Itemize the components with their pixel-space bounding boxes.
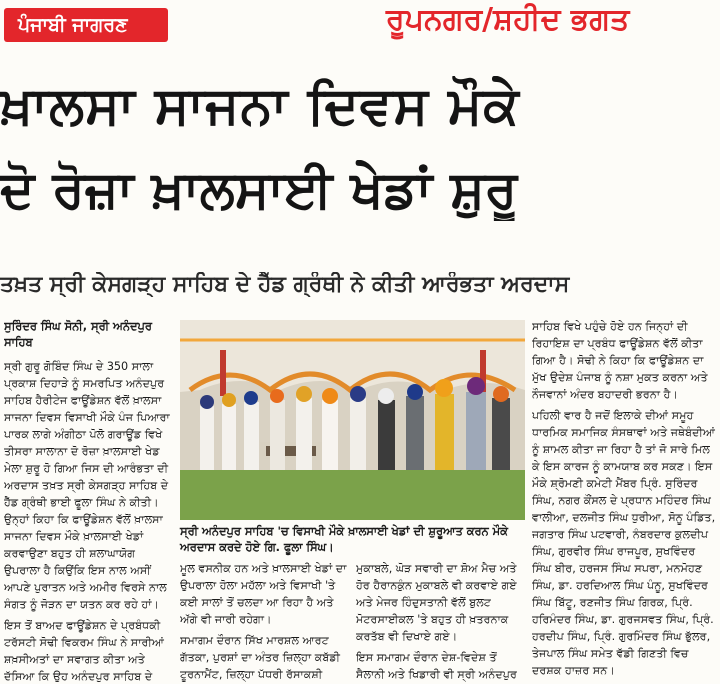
article-column-3	[356, 560, 524, 684]
article-column-2	[180, 560, 347, 684]
headline-line-2: ਦੋ ਰੋਜ਼ਾ ਖ਼ਾਲਸਾਈ ਖੇਡਾਂ ਸ਼ੁਰੂ	[0, 160, 518, 220]
article-paragraph: ਮੂਲ ਵਸਨੀਕ ਹਨ ਅਤੇ ਖ਼ਾਲਸਾਈ ਖੇਡਾਂ ਦਾ ਉਪਰਾਲਾ ਹੋਲਾ ਮਹੱਲਾ ਅਤੇ ਵਿਸਾਖੀ 'ਤੇ ਕਈ ਸਾਲਾਂ ਤੋਂ ਚਲਦਾ ਆ ਰਿਹਾ ਹੈ ਅਤੇ ਅੱਗੇ ਵੀ ਜਾਰੀ ਰਹੇਗਾ।	[180, 562, 347, 626]
article-column-4	[532, 318, 718, 684]
subheadline: ਤਖ਼ਤ ਸ੍ਰੀ ਕੇਸਗੜ੍ਹ ਸਾਹਿਬ ਦੇ ਹੈੱਡ ਗ੍ਰੰਥੀ ਨੇ ਕੀਤੀ ਆਰੰਭਤਾ ਅਰਦਾਸ	[0, 272, 570, 297]
news-photo	[180, 320, 525, 520]
photo-caption: ਸ੍ਰੀ ਅਨੰਦਪੁਰ ਸਾਹਿਬ 'ਚ ਵਿਸਾਖੀ ਮੌਕੇ ਖ਼ਾਲਸਾਈ ਖੇਡਾਂ ਦੀ ਸ਼ੁਰੂਆਤ ਕਰਨ ਮੌਕੇ ਅਰਦਾਸ ਕਰਦੇ ਹੋਏ ਗਿ. ਫੂਲਾ ਸਿੰਘ।	[180, 524, 508, 554]
article-paragraph: ਇਸ ਤੋਂ ਬਾਅਦ ਫਾਊਂਡੇਸ਼ਨ ਦੇ ਪ੍ਰਬੰਧਕੀ ਟਰੱਸਟੀ ਸੋਢੀ ਵਿਕਰਮ ਸਿੰਘ ਨੇ ਸਾਰੀਆਂ ਸ਼ਖ਼ਸੀਅਤਾਂ ਦਾ ਸਵਾਗਤ ਕੀਤਾ ਅਤੇ ਦੱਸਿਆ ਕਿ ਉਹ ਅਨੰਦਪੁਰ ਸਾਹਿਬ ਦੇ	[4, 619, 165, 683]
event-photo-illustration	[180, 320, 525, 520]
article-paragraph: ਸ੍ਰੀ ਗੁਰੂ ਗੋਬਿੰਦ ਸਿੰਘ ਦੇ 350 ਸਾਲਾ ਪ੍ਰਕਾਸ਼ ਦਿਹਾੜੇ ਨੂੰ ਸਮਰਪਿਤ ਅਨੰਦਪੁਰ ਸਾਹਿਬ ਹੈਰੀਟੇਜ ਫਾਊਂਡੇਸ਼ਨ ਵੱਲੋਂ ਖ਼ਾਲਸਾ ਸਾਜਨਾ ਦਿਵਸ ਵਿਸਾਖੀ ਮੌਕੇ ਪੰਜ ਪਿਆਰਾ ਪਾਰਕ ਲਾਗੇ ਅੰਗੀਠਾ ਪੋਲੋ ਗਰਾਊਂਡ ਵਿਖੇ ਤੀਸਰਾ ਸਾਲਾਨਾ ਦੋ ਰੋਜ਼ਾ ਖ਼ਾਲਸਾਈ ਖੇਡ ਮੇਲਾ ਸ਼ੁਰੂ ਹੋ ਗਿਆ ਜਿਸ ਦੀ ਆਰੰਭਤਾ ਦੀ ਅਰਦਾਸ ਤਖ਼ਤ ਸ੍ਰੀ ਕੇਸਗੜ੍ਹ ਸਾਹਿਬ ਦੇ ਹੈੱਡ ਗ੍ਰੰਥੀ ਭਾਈ ਫੂਲਾ ਸਿੰਘ ਨੇ ਕੀਤੀ। ਉਨ੍ਹਾਂ ਕਿਹਾ ਕਿ ਫਾਊਂਡੇਸ਼ਨ ਵੱਲੋਂ ਖ਼ਾਲਸਾ ਸਾਜਨਾ ਦਿਵਸ ਮੌਕੇ ਖ਼ਾਲਸਾਈ ਖੇਡਾਂ ਕਰਵਾਉਣਾ ਬਹੁਤ ਹੀ ਸ਼ਲਾਘਾਯੋਗ ਉਪਰਾਲਾ ਹੈ ਕਿਉਂਕਿ ਇਸ ਨਾਲ ਅਸੀਂ ਆਪਣੇ ਪੁਰਾਤਨ ਅਤੇ ਅਮੀਰ ਵਿਰਸੇ ਨਾਲ ਸੰਗਤ ਨੂੰ ਜੋੜਨ ਦਾ ਯਤਨ ਕਰ ਰਹੇ ਹਾਂ।	[4, 360, 170, 611]
page-region-title: ਰੂਪਨਗਰ/ਸ਼ਹੀਦ ਭਗਤ	[386, 2, 630, 37]
article-paragraph: ਸਾਹਿਬ ਵਿਖੇ ਪਹੁੰਚੇ ਹੋਏ ਹਨ ਜਿਨ੍ਹਾਂ ਦੀ ਰਿਹਾਇਸ਼ ਦਾ ਪ੍ਰਬੰਧ ਫਾਊਂਡੇਸ਼ਨ ਵੱਲੋਂ ਕੀਤਾ ਗਿਆ ਹੈ। ਸੋਢੀ ਨੇ ਕਿਹਾ ਕਿ ਫਾਊਂਡੇਸ਼ਨ ਦਾ ਮੁੱਖ ਉਦੇਸ਼ ਪੰਜਾਬ ਨੂੰ ਨਸ਼ਾ ਮੁਕਤ ਕਰਨਾ ਅਤੇ ਨੌਜਵਾਨਾਂ ਅੰਦਰ ਬਹਾਦਰੀ ਭਰਨਾ ਹੈ।	[532, 320, 708, 401]
newspaper-logo: ਪੰਜਾਬੀ ਜਾਗਰਣ	[4, 8, 168, 42]
headline-line-1: ਖ਼ਾਲਸਾ ਸਾਜਨਾ ਦਿਵਸ ਮੌਕੇ	[0, 76, 520, 136]
article-paragraph: ਇਸ ਸਮਾਗਮ ਦੌਰਾਨ ਦੇਸ਼-ਵਿਦੇਸ਼ ਤੋਂ ਸੈਲਾਨੀ ਅਤੇ ਖਿਡਾਰੀ ਵੀ ਸ੍ਰੀ ਅਨੰਦਪੁਰ	[356, 651, 517, 681]
article-paragraph: ਸਮਾਗਮ ਦੌਰਾਨ ਸਿੱਖ ਮਾਰਸ਼ਲ ਆਰਟ ਗੱਤਕਾ, ਪੁਰਸ਼ਾਂ ਦਾ ਅੰਤਰ ਜ਼ਿਲ੍ਹਾ ਕਬੱਡੀ ਟੂਰਨਾਮੈਂਟ, ਜ਼ਿਲ੍ਹਾ ਪੱਧਰੀ ਰੱਸਾਕਸ਼ੀ	[180, 634, 340, 681]
article-paragraph: ਪਹਿਲੀ ਵਾਰ ਹੈ ਜਦੋਂ ਇਲਾਕੇ ਦੀਆਂ ਸਮੂਹ ਧਾਰਮਿਕ ਸਮਾਜਿਕ ਸੰਸਥਾਵਾਂ ਅਤੇ ਜਥੇਬੰਦੀਆਂ ਨੂੰ ਸ਼ਾਮਲ ਕੀਤਾ ਜਾ ਰਿਹਾ ਹੈ ਤਾਂ ਜੋ ਸਾਰੇ ਮਿਲ ਕੇ ਇਸ ਕਾਰਜ ਨੂੰ ਕਾਮਯਾਬ ਕਰ ਸਕਣ। ਇਸ ਮੌਕੇ ਸ਼੍ਰੋਮਣੀ ਕਮੇਟੀ ਮੈਂਬਰ ਪ੍ਰਿੰ. ਸੁਰਿੰਦਰ ਸਿੰਘ, ਨਗਰ ਕੌਂਸਲ ਦੇ ਪ੍ਰਧਾਨ ਮਹਿੰਦਰ ਸਿੰਘ ਵਾਲੀਆ, ਦਲਜੀਤ ਸਿੰਘ ਧੁਰੀਆ, ਸੋਨੂ ਪੰਡਿਤ, ਜਗਤਾਰ ਸਿੰਘ ਪਟਵਾਰੀ, ਨੰਬਰਦਾਰ ਕੁਲਦੀਪ ਸਿੰਘ, ਗੁਰਵੀਰ ਸਿੰਘ ਰਾਜਪੂਰ, ਸੁਖਵਿੰਦਰ ਸਿੰਘ ਬੀਰ, ਹਰਜਸ ਸਿੰਘ ਸਪਰਾ, ਮਨਮੋਹਣ ਸਿੰਘ, ਡਾ. ਹਰਦਿਆਲ ਸਿੰਘ ਪੰਨੂ, ਸੁਖਵਿੰਦਰ ਸਿੰਘ ਬਿੱਟੂ, ਰਣਜੀਤ ਸਿੰਘ ਗਿਰਕ, ਪ੍ਰਿੰ. ਹਰਿਮੰਦਰ ਸਿੰਘ, ਡਾ. ਗੁਰਜਸਵਤ ਸਿੰਘ, ਪ੍ਰਿੰ. ਹਰਦੀਪ ਸਿੰਘ, ਪ੍ਰਿੰ. ਗੁਰਮਿੰਦਰ ਸਿੰਘ ਭੁੱਲਰ, ਤੇਜਪਾਲ ਸਿੰਘ ਸਮੇਤ ਵੱਡੀ ਗਿਣਤੀ ਵਿਚ ਦਰਸ਼ਕ ਹਾਜ਼ਰ ਸਨ।	[532, 409, 716, 677]
article-column-1	[4, 318, 172, 684]
byline: ਸੁਰਿੰਦਰ ਸਿੰਘ ਸੋਨੀ, ਸ੍ਰੀ ਅਨੰਦਪੁਰ ਸਾਹਿਬ	[4, 319, 152, 349]
masthead	[0, 0, 720, 58]
article-paragraph: ਮੁਕਾਬਲੇ, ਘੋੜ ਸਵਾਰੀ ਦਾ ਸ਼ੋਅ ਮੈਚ ਅਤੇ ਹੋਰ ਹੈਰਾਨਕੁੰਨ ਮੁਕਾਬਲੇ ਵੀ ਕਰਵਾਏ ਗਏ ਅਤੇ ਮੇਜਰ ਹਿੰਦੁਸਤਾਨੀ ਵੱਲੋਂ ਬੁਲਟ ਮੋਟਰਸਾਈਕਲ 'ਤੇ ਬਹੁਤ ਹੀ ਖ਼ਤਰਨਾਕ ਕਰਤੱਬ ਵੀ ਦਿਖਾਏ ਗਏ।	[356, 562, 517, 643]
